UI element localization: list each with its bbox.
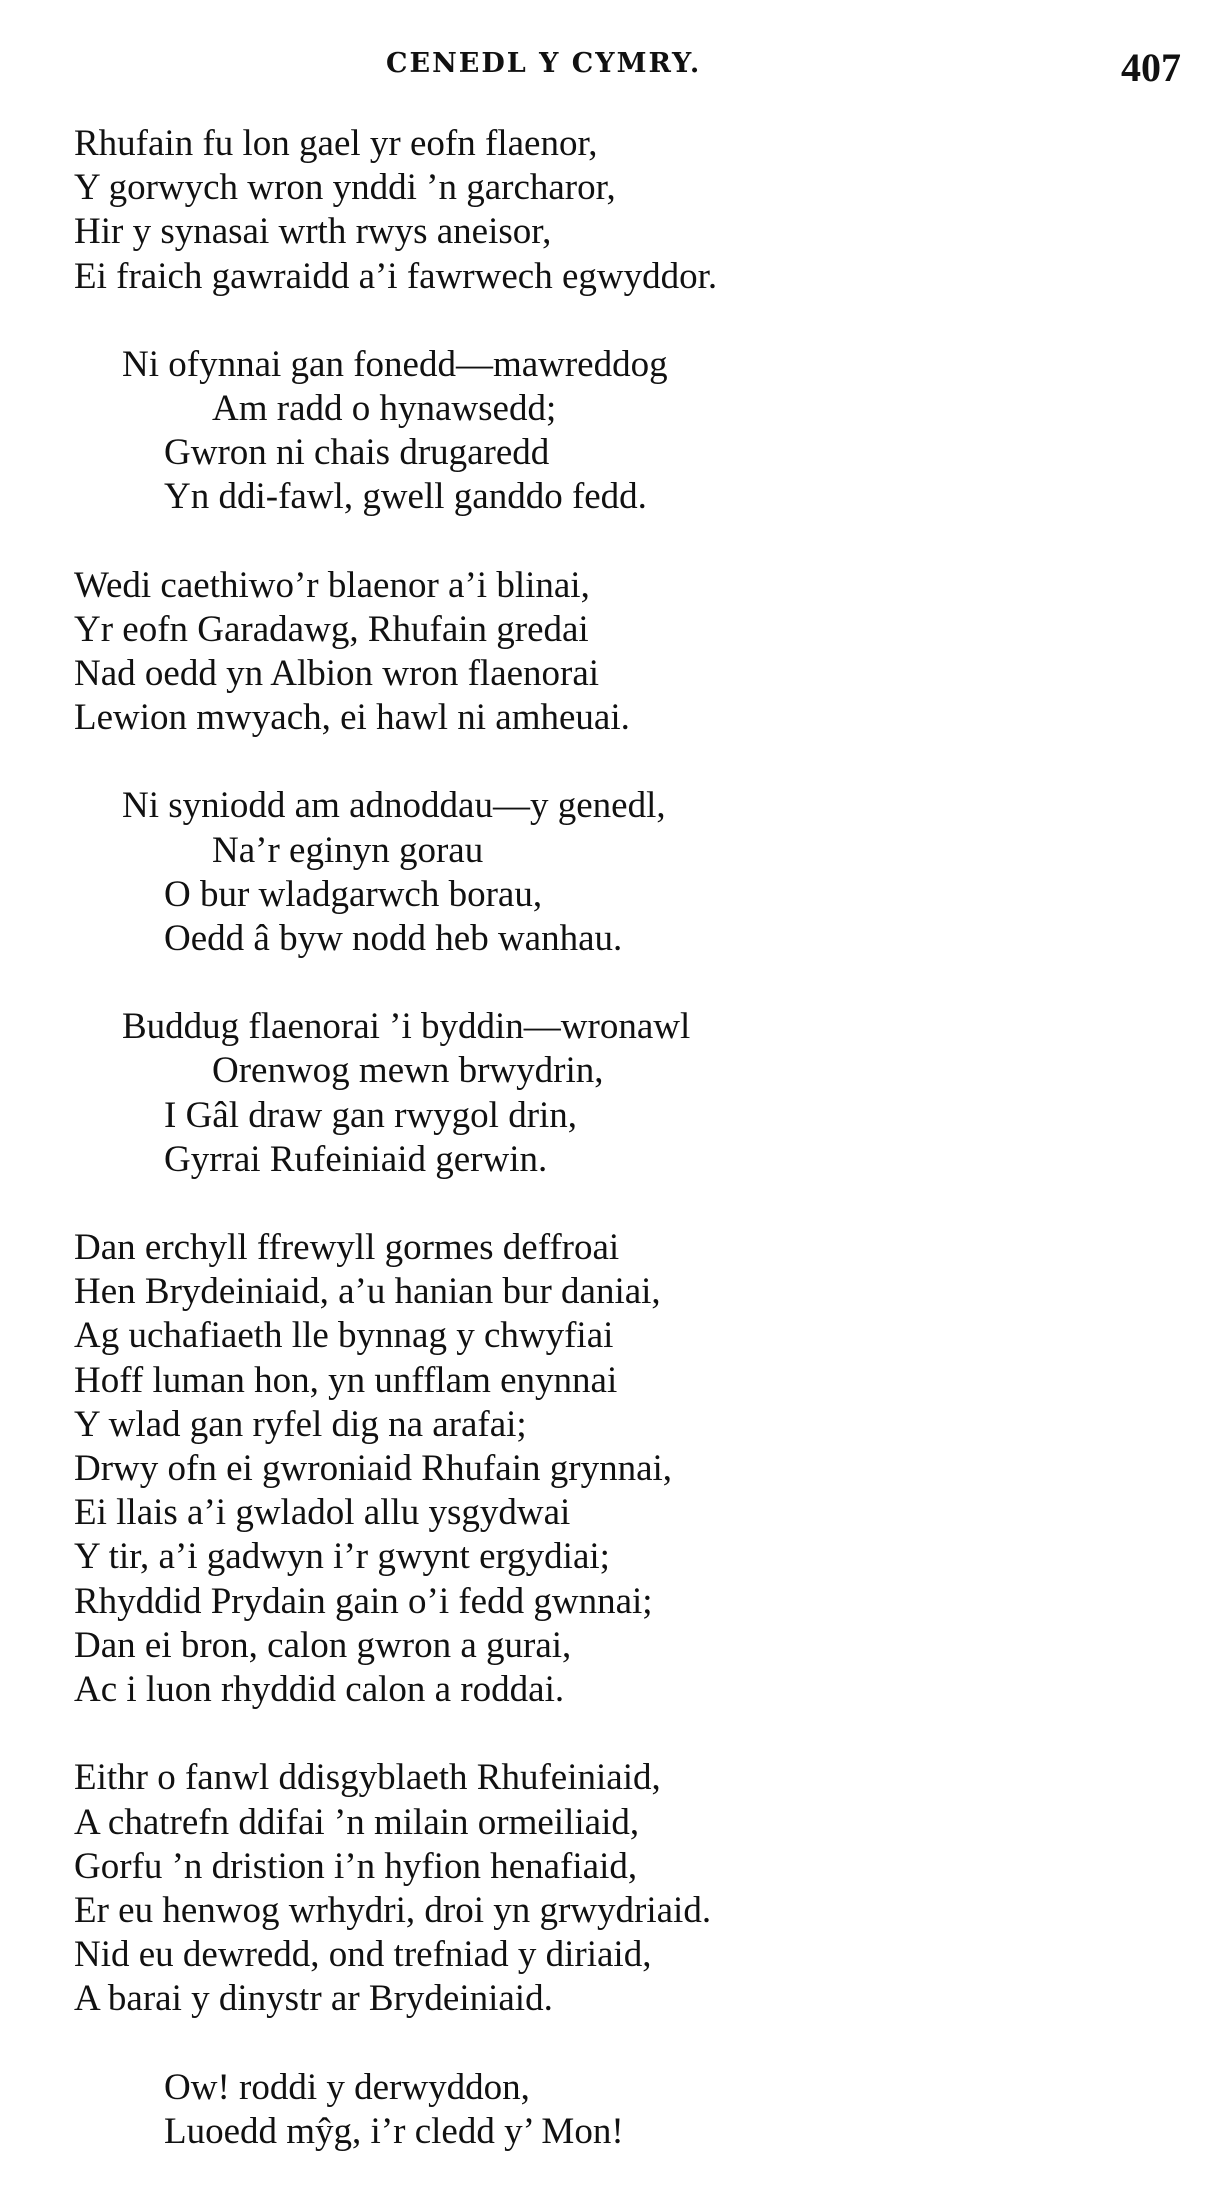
- verse-line: A barai y dinystr ar Brydeiniaid.: [74, 1978, 553, 2020]
- verse-line: Lewion mwyach, ei hawl ni amheuai.: [74, 697, 630, 739]
- verse-line: Gyrrai Rufeiniaid gerwin.: [164, 1138, 548, 1180]
- verse-line: Oedd â byw nodd heb wanhau.: [164, 918, 623, 960]
- verse-line: Yr eofn Garadawg, Rhufain gredai: [74, 608, 589, 650]
- verse-line: Er eu henwog wrhydri, droi yn grwydriaid.: [74, 1889, 712, 1931]
- verse-line: Rhufain fu lon gael yr eofn flaenor,: [74, 123, 598, 164]
- verse-line: Orenwog mewn brwydrin,: [212, 1050, 604, 1092]
- verse-line: Wedi caethiwo’r blaenor a’i blinai,: [74, 564, 590, 606]
- verse-line: Ag uchafiaeth lle bynnag y chwyfiai: [74, 1315, 614, 1357]
- verse-line: Y tir, a’i gadwyn i’r gwynt ergydiai;: [74, 1536, 610, 1578]
- verse-line: Hoff luman hon, yn unfflam enynnai: [74, 1359, 618, 1401]
- verse-line: Ei fraich gawraidd a’i fawrwech egwyddor.: [74, 255, 718, 297]
- stanza: [74, 1005, 1184, 1182]
- verse-line: Ei llais a’i gwladol allu ysgydwai: [74, 1492, 571, 1534]
- stanza: [74, 2066, 1184, 2154]
- verse-line: Y gorwych wron ynddi ’n garcharor,: [74, 167, 616, 209]
- stanza: [74, 784, 1184, 961]
- stanza: [74, 1756, 1184, 2021]
- verse-line: Nid eu dewredd, ond trefniad y diriaid,: [74, 1934, 652, 1976]
- stanza: [74, 343, 1184, 520]
- verse-line: Am radd o hynawsedd;: [212, 388, 557, 430]
- verse-line: Ni syniodd am adnoddau—y genedl,: [122, 785, 666, 827]
- verse-line: Gorfu ’n dristion i’n hyfion henafiaid,: [74, 1845, 638, 1887]
- verse-line: Drwy ofn ei gwroniaid Rhufain grynnai,: [74, 1448, 673, 1490]
- poem: [74, 122, 1184, 2198]
- verse-line: Dan ei bron, calon gwron a gurai,: [74, 1624, 572, 1666]
- stanza: [74, 122, 1184, 299]
- running-head: [0, 44, 1212, 94]
- stanza: [74, 564, 1184, 741]
- verse-line: A chatrefn ddifai ’n milain ormeiliaid,: [74, 1801, 640, 1843]
- verse-line: Dan erchyll ffrewyll gormes deffroai: [74, 1227, 620, 1269]
- page-number: 407: [1121, 45, 1181, 90]
- verse-line: Buddug flaenorai ’i byddin—wronawl: [122, 1006, 691, 1048]
- verse-line: Na’r eginyn gorau: [212, 829, 484, 871]
- verse-line: Hir y synasai wrth rwys aneisor,: [74, 211, 552, 253]
- verse-line: Hen Brydeiniaid, a’u hanian bur daniai,: [74, 1271, 661, 1313]
- verse-line: Rhyddid Prydain gain o’i fedd gwnnai;: [74, 1580, 653, 1622]
- verse-line: Ni ofynnai gan fonedd—mawreddog: [122, 343, 668, 385]
- verse-line: Yn ddi-fawl, gwell ganddo fedd.: [164, 476, 647, 518]
- stanza: [74, 1226, 1184, 1712]
- verse-line: Y wlad gan ryfel dig na arafai;: [74, 1403, 527, 1445]
- verse-line: Eithr o fanwl ddisgyblaeth Rhufeiniaid,: [74, 1757, 661, 1799]
- verse-line: O bur wladgarwch borau,: [164, 873, 543, 915]
- verse-line: Nad oedd yn Albion wron flaenorai: [74, 653, 600, 695]
- verse-line: Gwron ni chais drugaredd: [164, 432, 550, 474]
- header-title: CENEDL Y CYMRY.: [386, 48, 702, 79]
- verse-line: I Gâl draw gan rwygol drin,: [164, 1094, 578, 1136]
- verse-line: Ow! roddi y derwyddon,: [164, 2066, 530, 2108]
- verse-line: Luoedd mŷg, i’r cledd y’ Mon!: [164, 2110, 624, 2152]
- verse-line: Ac i luon rhyddid calon a roddai.: [74, 1669, 565, 1711]
